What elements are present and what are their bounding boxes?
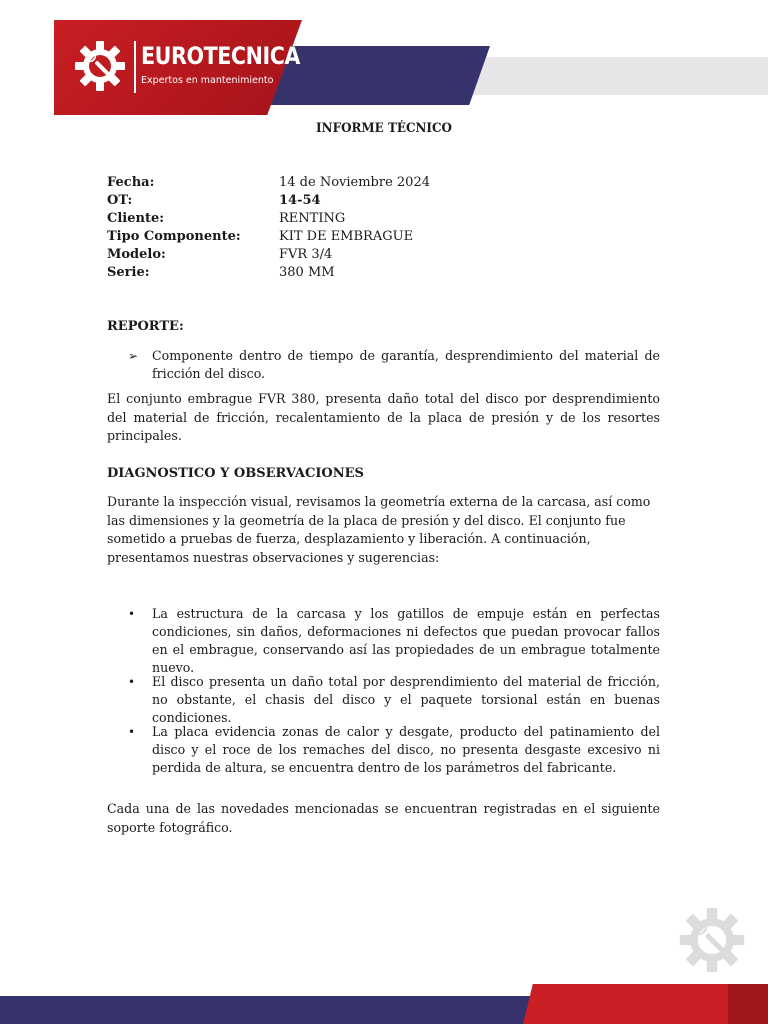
info-row-fecha [107,174,430,192]
info-label: Serie: [107,265,150,280]
info-label: Tipo Componente: [107,229,241,244]
closing-paragraph: Cada una de las novedades mencionadas se encuentran registradas en el siguiente soporte fotográfico. [107,801,660,835]
info-value: 380 MM [279,265,335,280]
info-label: Fecha: [107,175,155,190]
diagnosis-bullet [128,723,660,777]
footer-red-dark-band [728,984,768,1024]
report-bullet [128,347,660,383]
info-value: RENTING [279,211,346,226]
info-row-modelo [107,246,430,264]
diagnosis-bullet [128,605,660,677]
report-paragraph: El conjunto embrague FVR 380, presenta daño total del disco por desprendimiento del material de fricción, recalentamiento de la placa de presión y de los resortes principales. [107,391,660,443]
logo-divider [134,41,136,93]
info-row-cliente [107,210,430,228]
bullet-dot-icon: • [128,675,136,689]
info-value: 14-54 [279,193,321,208]
arrow-bullet-icon: ➢ [128,349,139,363]
info-table [107,174,430,282]
info-value: FVR 3/4 [279,247,333,262]
brand-tagline: Expertos en mantenimiento [141,75,274,86]
info-row-serie [107,264,430,282]
bullet-dot-icon: • [128,607,136,621]
diagnosis-bullet-text: La placa evidencia zonas de calor y desgate, producto del patinamiento del disco y el roce de los remaches del disco, no presenta desgaste excesivo ni perdida de altura, se encuentra dentro de los parámetros del fabricante. [152,724,660,775]
gear-wrench-watermark-icon [676,902,748,978]
report-bullet-text: Componente dentro de tiempo de garantía, desprendimiento del material de fricción del disco. [152,348,660,381]
info-label: Cliente: [107,211,165,226]
document-title: INFORME TÉCNICO [316,121,452,136]
info-row-tipo-componente [107,228,430,246]
brand-name: EUROTECNICA [141,42,300,70]
info-value: KIT DE EMBRAGUE [279,229,414,244]
gear-wrench-icon [72,38,128,94]
footer-navy-band [0,996,560,1024]
info-row-ot [107,192,430,210]
header-grey-band [470,57,768,95]
diagnosis-bullet-text: El disco presenta un daño total por desprendimiento del material de fricción, no obstante, el chasis del disco y el paquete torsional están en buenas condiciones. [152,674,660,725]
bullet-dot-icon: • [128,725,136,739]
diagnosis-intro: Durante la inspección visual, revisamos la geometría externa de la carcasa, así como las dimensiones y la geometría de la placa de presión y del disco. El conjunto fue sometido a pruebas de fuerza, desplazamiento y liberación. A continuación, presentamos nuestras observaciones y sugerencias: [107,494,651,565]
info-label: Modelo: [107,247,166,262]
diagnosis-heading: DIAGNOSTICO Y OBSERVACIONES [107,466,364,481]
report-heading: REPORTE: [107,319,184,334]
info-label: OT: [107,193,133,208]
info-value: 14 de Noviembre 2024 [279,175,430,190]
diagnosis-bullet-text: La estructura de la carcasa y los gatillos de empuje están en perfectas condiciones, sin daños, deformaciones ni defectos que puedan provocar fallos en el embrague, conservando así las propiedades de un embrague totalmente nuevo. [152,606,660,675]
diagnosis-bullet [128,673,660,727]
